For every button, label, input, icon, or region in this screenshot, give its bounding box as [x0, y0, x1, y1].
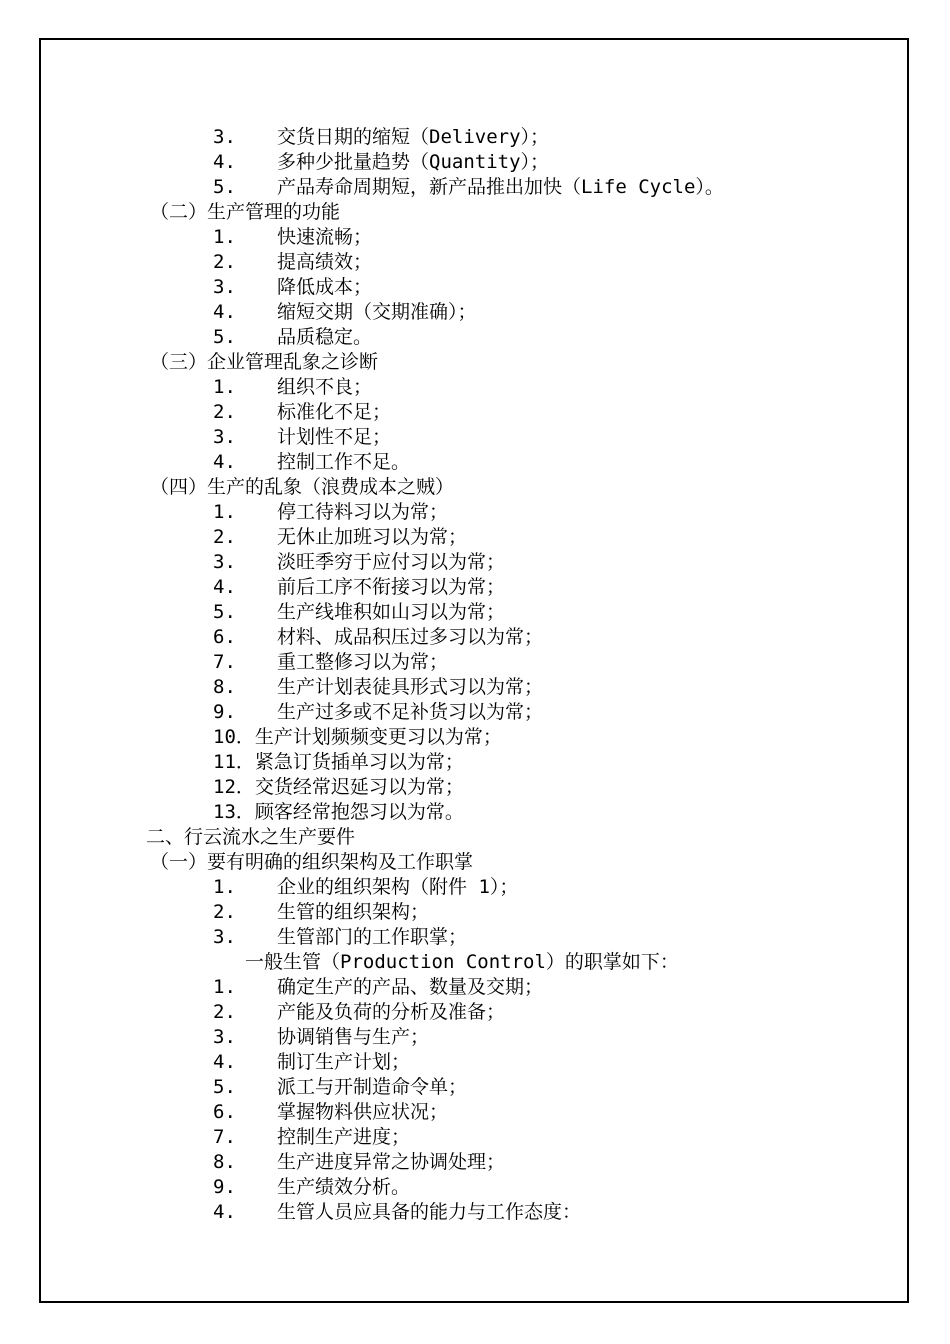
item-number: 8.: [213, 1151, 236, 1173]
item-text: 控制生产进度；: [277, 1126, 411, 1148]
item-number: 2.: [213, 526, 236, 548]
item-text: 组织不良；: [277, 376, 373, 398]
item-text: 品质稳定。: [277, 326, 373, 348]
item-text: 确定生产的产品、数量及交期；: [277, 976, 544, 998]
item-number: 6.: [213, 1101, 236, 1123]
item-number: 9.: [213, 701, 236, 723]
heading-text: （四）生产的乱象（浪费成本之贼）: [150, 476, 455, 498]
item-number: 4.: [213, 301, 236, 323]
item-text: 标准化不足；: [277, 401, 392, 423]
paragraph-text: 一般生管（Production Control）的职掌如下：: [245, 951, 679, 973]
item-number: 1.: [213, 976, 236, 998]
item-text: 产能及负荷的分析及准备；: [277, 1001, 506, 1023]
item-text: 快速流畅；: [277, 226, 373, 248]
item-number: 4.: [213, 451, 236, 473]
heading-text: （一）要有明确的组织架构及工作职掌: [150, 851, 474, 873]
item-text: 多种少批量趋势（Quantity）；: [277, 151, 550, 173]
item-text: 派工与开制造命令单；: [277, 1076, 468, 1098]
item-number: 4.: [213, 1201, 236, 1223]
item-number: 3.: [213, 1026, 236, 1048]
item-number: 3.: [213, 126, 236, 148]
item-number: 5.: [213, 601, 236, 623]
heading-text: 二、行云流水之生产要件: [146, 826, 356, 848]
item-number: 1.: [213, 376, 236, 398]
item-text: 生管人员应具备的能力与工作态度：: [277, 1201, 582, 1223]
item-number: 1.: [213, 226, 236, 248]
item-text: 停工待料习以为常；: [277, 501, 449, 523]
item-text: 10．生产计划频频变更习以为常；: [213, 726, 502, 748]
item-number: 3.: [213, 551, 236, 573]
item-text: 12．交货经常迟延习以为常；: [213, 776, 464, 798]
item-number: 5.: [213, 176, 236, 198]
item-text: 生产线堆积如山习以为常；: [277, 601, 506, 623]
item-text: 控制工作不足。: [277, 451, 411, 473]
item-number: 5.: [213, 326, 236, 348]
item-number: 9.: [213, 1176, 236, 1198]
item-text: 无休止加班习以为常；: [277, 526, 468, 548]
item-text: 13．顾客经常抱怨习以为常。: [213, 801, 464, 823]
item-number: 2.: [213, 1001, 236, 1023]
item-text: 企业的组织架构（附件 1）；: [277, 876, 519, 898]
item-text: 产品寿命周期短，新产品推出加快（Life Cycle）。: [277, 176, 724, 198]
heading-text: （三）企业管理乱象之诊断: [150, 351, 379, 373]
item-text: 制订生产计划；: [277, 1051, 411, 1073]
item-number: 2.: [213, 401, 236, 423]
item-number: 3.: [213, 426, 236, 448]
item-number: 7.: [213, 1126, 236, 1148]
heading-text: （二）生产管理的功能: [150, 201, 341, 223]
item-text: 生产过多或不足补货习以为常；: [277, 701, 544, 723]
item-text: 11．紧急订货插单习以为常；: [213, 751, 464, 773]
item-number: 1.: [213, 501, 236, 523]
item-text: 生产计划表徒具形式习以为常；: [277, 676, 544, 698]
item-number: 3.: [213, 926, 236, 948]
item-text: 交货日期的缩短（Delivery）；: [277, 126, 550, 148]
item-number: 3.: [213, 276, 236, 298]
item-text: 淡旺季穷于应付习以为常；: [277, 551, 506, 573]
item-text: 生管的组织架构；: [277, 901, 430, 923]
item-text: 生产绩效分析。: [277, 1176, 411, 1198]
item-number: 5.: [213, 1076, 236, 1098]
page-border: [39, 38, 909, 1303]
item-text: 生产进度异常之协调处理；: [277, 1151, 506, 1173]
item-number: 2.: [213, 901, 236, 923]
item-number: 8.: [213, 676, 236, 698]
item-number: 2.: [213, 251, 236, 273]
item-number: 4.: [213, 1051, 236, 1073]
item-text: 材料、成品积压过多习以为常；: [277, 626, 544, 648]
item-number: 4.: [213, 576, 236, 598]
item-number: 6.: [213, 626, 236, 648]
item-text: 计划性不足；: [277, 426, 392, 448]
item-text: 掌握物料供应状况；: [277, 1101, 449, 1123]
item-text: 缩短交期（交期准确）；: [277, 301, 477, 323]
item-number: 4.: [213, 151, 236, 173]
item-number: 1.: [213, 876, 236, 898]
item-text: 生管部门的工作职掌；: [277, 926, 468, 948]
item-text: 重工整修习以为常；: [277, 651, 449, 673]
item-text: 降低成本；: [277, 276, 373, 298]
item-text: 前后工序不衔接习以为常；: [277, 576, 506, 598]
item-text: 协调销售与生产；: [277, 1026, 430, 1048]
item-number: 7.: [213, 651, 236, 673]
item-text: 提高绩效；: [277, 251, 373, 273]
